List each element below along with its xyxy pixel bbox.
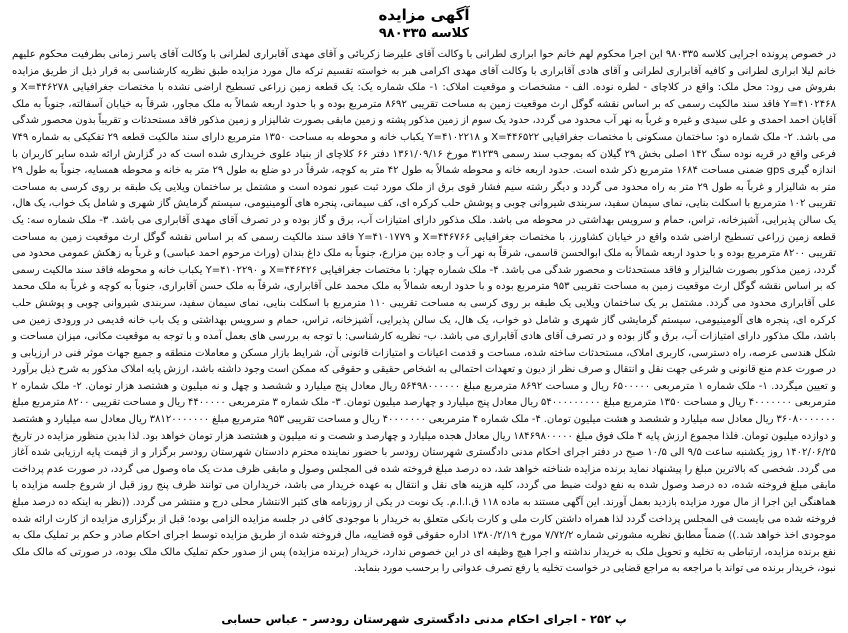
case-number: کلاسه ۹۸۰۳۳۵ — [378, 26, 470, 41]
notice-title: آگهی مزایده — [378, 6, 470, 24]
notice-body: در خصوص پرونده اجرایی کلاسه ۹۸۰۳۳۵ این اجرا محکوم لهم خانم حوا ابراری لطرانی با وکالت آقای علیرضا زکربائی و آقای مهدی آقابراری لطرانی با وکالت آقای یاسر زمانی بطرفیت محکوم علیهم خانم لیلا ابراری لطرانی و کافیه آقابراری لطرانی و آقای هادی آقابراری با وکالت آقای مهدی اکرامی هبر به خواسته تقسیم ترکه مال مورد مزایده طبق نظریه کارشناسی به قرار ذیل از طریق مزایده بفروش می رود: محل ملک: واقع در کلاچای - لطره نوده. الف - مشخصات و موقعیت املاک: ۱- ملک شماره یک: یک قطعه زمین زراعی تسطیح اراضی نشده با مختصات جغرافیایی X=۴۴۶۲۷۸ و Y=۴۱۰۲۴۶۸ فاقد سند مالکیت رسمی که بر اساس نقشه گوگل ارث موقعیت زمین به مساحت تقریبی ۸۶۹۲ مترمربع بوده و با حدود اربعه شمالاً به ملک مجاور، شرقاً به خیابان آسفالته، جنوباً به ملک آقایان احمد احمدی و علی سیدی و غیره و غرباً به نهر آب محدود می گردد، حدود یک سوم از زمین مذکور پشته و زمین مابقی بصورت شالیزار و زمین مذکور فاقد مستحدثات و تقریباً بدون محصور شدگی می باشد. ۲- ملک شماره دو: ساختمان مسکونی با مختصات جغرافیایی X=۴۴۶۵۲۲ و Y=۴۱۰۲۲۱۸ یکباب خانه و محوطه به مساحت ۱۳۵۰ مترمربع دارای سند مالکیت قطعه ۲۹ تفکیکی به شماره ۷۴۹ فرعی واقع در قریه نوده سنگ ۱۴۲ اصلی بخش ۲۹ گیلان که بموجب سند رسمی ۳۱۲۳۹ مورخ ۱۳۶۱/۰۹/۱۶ دفتر ۶۶ کلاچای از بنیاد علوی خریداری شده است که در گزارش ارائه شده سایر کاربران با اندازه گیری gps ضمنی مساحت ۱۶۸۴ مترمربع ذکر شده است. حدود اربعه خانه و محوطه شمالاً به طول ۴۲ متر به کوچه، شرقاً در دو ضلع به طول ۲۹ متر به خانه و محوطه همسایه، جنوباً به طول ۲۹ متر به شالیزار و غرباً به طول ۲۹ متر به راه محدود می گردد و دیگر رشته سیم فشار قوی برق از ملک مورد ثبت عبور نموده است و مشتمل بر ساختمان ویلایی یک طبقه بر روی کرسی به مساحت تقریبی ۱۰۲ مترمربع با اسکلت بنایی، نمای سیمان سفید، سربندی شیروانی چوبی و پوشش حلب کرکره ای، کف سیمانی، پنجره های آلومینیومی، سیستم گرمایش گاز شهری و شامل یک خواب، یک هال، یک سالن پذیرایی، آشپزخانه، تراس، حمام و سرویس بهداشتی در محوطه می باشد. ملک مذکور دارای امتیازات آب، برق و گاز بوده و در تصرف آقای مهدی آقابراری می باشد. ۳- ملک شماره سه: یک قطعه زمین زراعی تسطیح اراضی شده واقع در خیابان کشاورز، با مختصات جغرافیایی X=۴۴۶۷۶۶ و Y=۴۱۰۱۷۷۹ فاقد سند مالکیت رسمی که بر اساس نقشه گوگل ارث موقعیت زمین به مساحت تقریبی ۸۲۰۰ مترمربع بوده و با حدود اربعه شمالاً به ملک ابوالحسن قاسمی، شرقاً به نهر آب و جاده بین مزارع، جنوباً به ملک داغ بندان (وراث مرحوم احمد عباسی) و غرباً به زهکش عمومی محدود می گردد، زمین مذکور بصورت شالیزار و فاقد مستحدثات و محصور شدگی می باشد. ۴- ملک شماره چهار: با مختصات جغرافیایی X=۴۴۶۴۲۶ و Y=۴۱۰۲۲۹۰ یکباب خانه و محوطه فاقد سند مالکیت رسمی که بر اساس نقشه گوگل ارث موقعیت زمین به مساحت تقریبی ۹۵۳ مترمربع بوده و با حدود اربعه شمالاً به ملک محمد علی آقابراری، شرقاً به ملک حسن آقابراری، جنوباً به کوچه و غرباً به ملک محمد علی آقابراری محدود می گردد. مشتمل بر یک ساختمان ویلایی یک طبقه بر روی کرسی به مساحت تقریبی ۱۱۰ مترمربع با اسکلت بنایی، نمای سیمان سفید، سربندی شیروانی چوبی و پوشش حلب کرکره ای، پنجره های آلومینیومی، سیستم گرمایشی گاز شهری و شامل دو خواب، یک هال، یک سالن پذیرایی، آشپزخانه، تراس، حمام و سرویس بهداشتی و یک باب خانه قدیمی در ورودی زمین می باشد، ملک مذکور دارای امتیازات آب، برق و گاز بوده و در تصرف آقای هادی آقابراری می باشد. ب- نظریه کارشناسی: با توجه به بررسی های بعمل آمده و با توجه به موقعیت مکانی، میزان مساحت و شکل هندسی عرصه، راه دسترسی، کاربری املاک، مستحدثات ساخته شده، مساحت و قدمت اعیانات و امتیازات قانونی آن، شرایط بازار مسکن و معاملات منطقه و جمیع جهات موثر فنی در ارزیابی و در صورت عدم منع قانونی و شرعی جهت نقل و انتقال و صرف نظر از دیون و تعهدات احتمالی به اشخاص حقیقی و حقوقی که ممکن است وجود داشته باشد، ارزش پایه املاک مذکور به شرح ذیل برآورد و تعیین میگردد. ۱- ملک شماره ۱ مترمربعی ۶۵۰۰۰۰۰ ریال و مساحت ۸۶۹۲ مترمربع مبلغ ۵۶۴۹۸۰۰۰۰۰۰ ریال معادل پنج میلیارد و ششصد و چهل و نه میلیون و هشتصد هزار تومان. ۲- ملک شماره ۲ مترمربعی ۴۰۰۰۰۰۰۰ ریال و مساحت ۱۳۵۰ مترمربع مبلغ ۵۴۰۰۰۰۰۰۰۰۰ ریال معادل پنج میلیارد و چهارصد میلیون تومان. ۳- ملک شماره ۳ مترمربعی ۴۴۰۰۰۰۰ ریال و مساحت تقریبی ۸۲۰۰ مترمربع مبلغ ۳۶۰۸۰۰۰۰۰۰۰ ریال معادل سه میلیارد و ششصد و هشت میلیون تومان. ۴- ملک شماره ۴ مترمربعی ۴۰۰۰۰۰۰۰ ریال و مساحت تقریبی ۹۵۳ مترمربع مبلغ ۳۸۱۲۰۰۰۰۰۰۰ ریال معادل سه میلیارد و هشتصد و دوازده میلیون تومان. فلذا مجموع ارزش پایه ۴ ملک فوق مبلغ ۱۸۴۶۹۸۰۰۰۰۰ ریال معادل هجده میلیارد و چهارصد و شصت و نه میلیون و هشتصد هزار تومان خواهد بود. لذا بدین منظور مزایده در تاریخ ۱۴۰۲/۰۶/۲۵ روز یکشنبه ساعت ۹/۵ الی ۱۰/۵ صبح در دفتر اجرای احکام مدنی دادگستری شهرستان رودسر با حضور نماینده محترم دادستان شهرستان رودسر برگزار و از قیمت پایه ارزیابی شده آغاز می گردد. شخصی که بالاترین مبلغ را پیشنهاد نماید برنده مزایده شناخته خواهد شد، ده درصد مبلغ فروخته شده فی المجلس وصول و مابقی ظرف مدت یک ماه وصول می گردد، در صورت عدم پرداخت مابقی مبلغ فروخته شده، ده درصد وصول شده به نفع دولت ضبط می گردد، کلیه هزینه های نقل و انتقال به عهده خریدار می باشد، خریداران می توانند ظرف پنج روز قبل از شروع جلسه مزایده با هماهنگی این اجرا از مال مورد مزایده بازدید بعمل آورند. این آگهی مستند به ماده ۱۱۸ ق.ا.ا.م. یک نوبت در یکی از روزنامه های کثیر الانتشار محلی درج و منتشر می گردد. ((نظر به اینکه ده درصد مبلغ فروخته شده می بایست فی المجلس پرداخت گردد لذا همراه داشتن کارت ملی و کارت بانکی متعلق به خریدار با موجودی کافی در جلسه مزایده الزامی بوده؛ قبل از برگزاری مزایده از کارت ارائه شده موجودی اخذ خواهد شد.)) ضمناً مطابق نظریه مشورتی شماره ۷/۷۲/۲ مورخ ۱۳۸۰/۲/۱۹ اداره حقوقی قوه قضاییه، مال فروخته شده از طریق مزایده توسط اجرای احکام صادر و حکم بر تملیک ملک به نفع برنده مزایده، ارتباطی به تخلیه و تحویل ملک به خریدار نداشته و اجرا هیچ وظیفه ای در این خصوص ندارد، خریدار (برنده مزایده) پس از صدور حکم تملیک مالک ملک بوده، در صورتی که مالک ملک نبود، خریدار برنده می تواند با مراجعه به مراجع قضایی در خواست تخلیه یا رفع تصرف عدوانی را برحسب مورد بنماید. — [12, 49, 837, 575]
signature-line: پ ۲۵۲ - اجرای احکام مدنی دادگستری شهرستان رودسر - عباس حسابی — [221, 612, 627, 626]
